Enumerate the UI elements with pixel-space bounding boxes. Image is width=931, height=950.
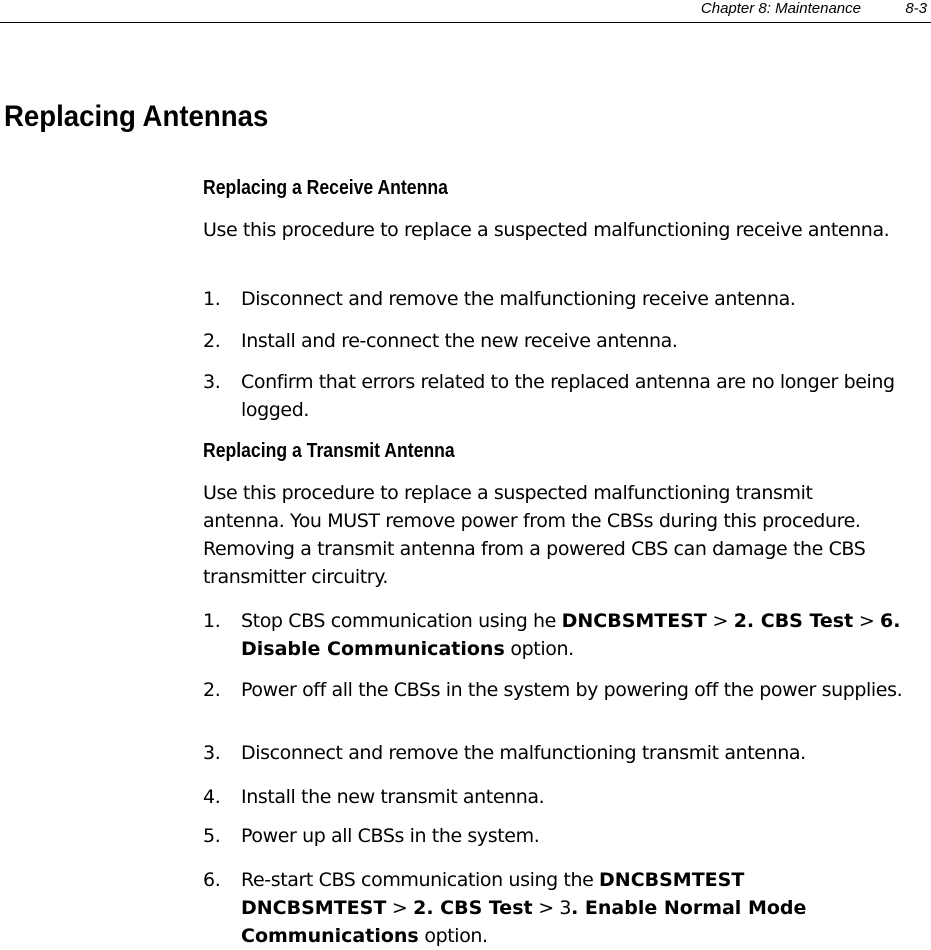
transmit-step (203, 783, 931, 811)
menu-path-bold: 2. CBS Test (413, 897, 533, 919)
step-text-plain: option. (418, 925, 488, 947)
receive-step (203, 327, 931, 355)
receive-intro: Use this procedure to replace a suspected malfunctioning receive antenna. (203, 219, 890, 241)
menu-separator: > 3 (532, 897, 572, 919)
chapter-title: Chapter 8: Maintenance (700, 0, 861, 17)
receive-heading: Replacing a Receive Antenna (203, 177, 448, 199)
transmit-step (203, 676, 903, 704)
step-number: 5. (203, 825, 221, 847)
step-text: Power up all CBSs in the system. (241, 825, 540, 847)
step-text: Disconnect and remove the malfunctioning transmit antenna. (241, 742, 806, 764)
section-title: Replacing Antennas (4, 100, 269, 133)
step-text-plain: option. (504, 638, 574, 660)
step-number: 4. (203, 786, 221, 808)
menu-path-bold: 6. Disable Communications (241, 610, 901, 660)
transmit-step (203, 822, 931, 850)
transmit-heading: Replacing a Transmit Antenna (203, 440, 455, 462)
menu-separator: > (386, 897, 414, 919)
step-number: 2. (203, 330, 221, 352)
step-text: Power off all the CBSs in the system by powering off the power supplies. (241, 679, 903, 701)
step-number: 2. (203, 679, 221, 701)
receive-step (203, 285, 931, 313)
step-number: 1. (203, 288, 221, 310)
step-number: 3. (203, 742, 221, 764)
menu-separator: > (853, 610, 881, 632)
step-number: 1. (203, 610, 221, 632)
page-header (0, 0, 931, 23)
step-text: Install and re-connect the new receive antenna. (241, 330, 678, 352)
menu-separator: > (706, 610, 734, 632)
menu-path-bold: DNCBSMTEST DNCBSMTEST (241, 869, 745, 919)
transmit-intro: Use this procedure to replace a suspected malfunctioning transmit antenna. You MUST remove power from the CBSs during this procedure. Removing a transmit antenna from a powered CBS can damage the CBS transmitter circuitry. (203, 482, 866, 588)
transmit-step (203, 866, 863, 950)
step-text: Confirm that errors related to the replaced antenna are no longer being logged. (241, 371, 895, 421)
step-number: 6. (203, 869, 221, 891)
step-text (241, 866, 863, 950)
receive-step (203, 368, 903, 424)
transmit-step (203, 607, 931, 663)
transmit-step (203, 739, 931, 767)
step-text-plain: Re-start CBS communication using the (241, 869, 600, 891)
menu-path-bold: . Enable Normal Mode Communications (241, 897, 807, 947)
step-text: Disconnect and remove the malfunctioning receive antenna. (241, 288, 796, 310)
menu-path-bold: 2. CBS Test (733, 610, 854, 632)
step-text-plain: Stop CBS communication using he (241, 610, 562, 632)
menu-path-bold: DNCBSMTEST (561, 610, 707, 632)
step-text (241, 607, 931, 663)
page-number: 8-3 (905, 0, 927, 17)
step-text: Install the new transmit antenna. (241, 786, 545, 808)
step-number: 3. (203, 371, 221, 393)
